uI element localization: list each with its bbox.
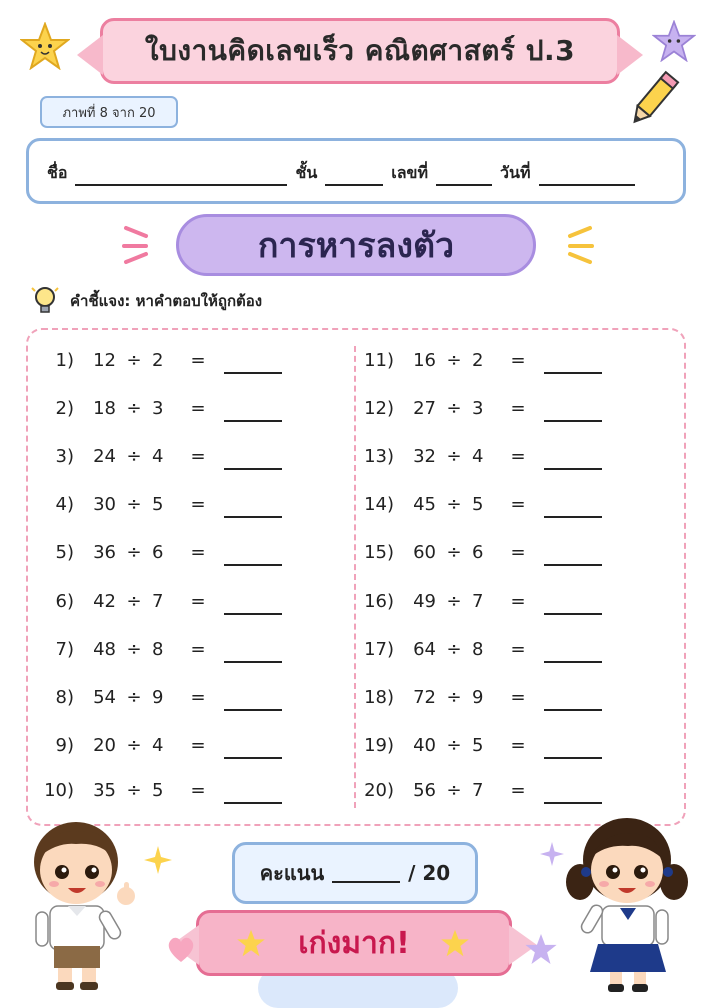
division-sign: ÷: [126, 541, 142, 563]
dividend: 36: [93, 541, 116, 563]
equals-sign: =: [190, 686, 206, 708]
equals-sign: =: [190, 397, 206, 419]
division-sign: ÷: [446, 445, 462, 467]
problem-row: [30, 684, 282, 710]
sparkle-icon: [120, 222, 160, 268]
problem-number: 5): [55, 541, 74, 563]
answer-field[interactable]: [544, 593, 602, 615]
division-sign: ÷: [126, 397, 142, 419]
division-sign: ÷: [446, 686, 462, 708]
problem-number: 9): [55, 734, 74, 756]
divisor: 4: [152, 445, 164, 467]
dividend: 12: [93, 349, 116, 371]
instruction: [30, 284, 262, 318]
divisor: 7: [472, 590, 484, 612]
divisor: 4: [472, 445, 484, 467]
star-icon: [236, 928, 266, 958]
number-label: เลขที่: [391, 163, 429, 182]
division-sign: ÷: [446, 638, 462, 660]
divisor: 5: [152, 779, 164, 801]
score-label: คะแนน: [259, 861, 325, 885]
answer-field[interactable]: [544, 782, 602, 804]
problem-number: 7): [55, 638, 74, 660]
problem-number: 4): [55, 493, 74, 515]
dividend: 48: [93, 638, 116, 660]
equals-sign: =: [510, 734, 526, 756]
equals-sign: =: [190, 590, 206, 612]
problem-row: [30, 636, 282, 662]
problem-number: 13): [364, 445, 394, 467]
problem-number: 6): [55, 590, 74, 612]
page-title: ใบงานคิดเลขเร็ว คณิตศาสตร์ ป.3: [144, 34, 576, 67]
sparkle-icon: [556, 222, 596, 268]
date-label: วันที่: [500, 163, 531, 182]
score-box: [232, 842, 478, 904]
problem-number: 16): [364, 590, 394, 612]
problem-number: 18): [364, 686, 394, 708]
answer-field[interactable]: [224, 737, 282, 759]
problem-row: [30, 777, 282, 803]
answer-field[interactable]: [544, 737, 602, 759]
number-field[interactable]: [436, 166, 492, 186]
problem-row: [30, 588, 282, 614]
answer-field[interactable]: [224, 448, 282, 470]
answer-field[interactable]: [224, 544, 282, 566]
name-field[interactable]: [75, 166, 287, 186]
answer-field[interactable]: [224, 352, 282, 374]
problem-row: [350, 777, 602, 803]
equals-sign: =: [190, 349, 206, 371]
division-sign: ÷: [446, 541, 462, 563]
class-label: ชั้น: [295, 163, 318, 182]
dividend: 16: [413, 349, 436, 371]
heart-icon: [164, 934, 198, 964]
divisor: 8: [472, 638, 484, 660]
dividend: 42: [93, 590, 116, 612]
equals-sign: =: [190, 779, 206, 801]
divisor: 5: [472, 493, 484, 515]
dividend: 40: [413, 734, 436, 756]
problem-row: [350, 443, 602, 469]
equals-sign: =: [510, 686, 526, 708]
girl-character: [556, 810, 702, 996]
equals-sign: =: [510, 445, 526, 467]
boy-character: [14, 812, 154, 992]
topic-title: การหารลงตัว: [257, 226, 455, 266]
equals-sign: =: [510, 590, 526, 612]
problem-number: 2): [55, 397, 74, 419]
divisor: 6: [152, 541, 164, 563]
date-field[interactable]: [539, 166, 635, 186]
dividend: 45: [413, 493, 436, 515]
answer-field[interactable]: [544, 496, 602, 518]
problem-number: 14): [364, 493, 394, 515]
title-banner: [100, 18, 620, 84]
problem-number: 15): [364, 541, 394, 563]
problem-row: [350, 588, 602, 614]
problem-row: [350, 636, 602, 662]
division-sign: ÷: [126, 638, 142, 660]
division-sign: ÷: [446, 779, 462, 801]
equals-sign: =: [190, 493, 206, 515]
divisor: 8: [152, 638, 164, 660]
divisor: 3: [472, 397, 484, 419]
problem-number: 10): [44, 779, 74, 801]
problem-number: 11): [364, 349, 394, 371]
answer-field[interactable]: [224, 496, 282, 518]
problem-row: [350, 732, 602, 758]
division-sign: ÷: [446, 493, 462, 515]
equals-sign: =: [510, 638, 526, 660]
problem-number: 12): [364, 397, 394, 419]
problem-number: 3): [55, 445, 74, 467]
answer-field[interactable]: [224, 782, 282, 804]
problem-row: [350, 395, 602, 421]
answer-field[interactable]: [224, 593, 282, 615]
problem-number: 17): [364, 638, 394, 660]
star-icon: [652, 20, 696, 62]
class-field[interactable]: [325, 166, 383, 186]
dividend: 72: [413, 686, 436, 708]
answer-field[interactable]: [544, 544, 602, 566]
divisor: 9: [152, 686, 164, 708]
problem-number: 20): [364, 779, 394, 801]
answer-field[interactable]: [544, 352, 602, 374]
dividend: 49: [413, 590, 436, 612]
divisor: 4: [152, 734, 164, 756]
problem-row: [30, 395, 282, 421]
divisor: 7: [472, 779, 484, 801]
division-sign: ÷: [126, 349, 142, 371]
equals-sign: =: [190, 541, 206, 563]
star-icon: [20, 22, 70, 70]
student-info-box: [26, 138, 686, 204]
pencil-icon: [622, 70, 682, 132]
division-sign: ÷: [446, 734, 462, 756]
dividend: 18: [93, 397, 116, 419]
dividend: 27: [413, 397, 436, 419]
equals-sign: =: [510, 779, 526, 801]
answer-field[interactable]: [544, 400, 602, 422]
division-sign: ÷: [446, 349, 462, 371]
equals-sign: =: [510, 349, 526, 371]
dividend: 30: [93, 493, 116, 515]
equals-sign: =: [190, 445, 206, 467]
dividend: 32: [413, 445, 436, 467]
divisor: 6: [472, 541, 484, 563]
division-sign: ÷: [446, 397, 462, 419]
name-label: ชื่อ: [47, 163, 68, 182]
division-sign: ÷: [126, 493, 142, 515]
answer-field[interactable]: [224, 689, 282, 711]
problem-row: [30, 443, 282, 469]
divisor: 2: [152, 349, 164, 371]
division-sign: ÷: [126, 779, 142, 801]
dividend: 35: [93, 779, 116, 801]
division-sign: ÷: [446, 590, 462, 612]
problem-row: [350, 347, 602, 373]
problem-row: [30, 347, 282, 373]
problem-row: [350, 684, 602, 710]
problem-number: 8): [55, 686, 74, 708]
problem-row: [30, 491, 282, 517]
divisor: 5: [472, 734, 484, 756]
dividend: 20: [93, 734, 116, 756]
instruction-text: คำชี้แจง: หาคำตอบให้ถูกต้อง: [70, 292, 263, 310]
answer-field[interactable]: [224, 641, 282, 663]
dividend: 64: [413, 638, 436, 660]
problem-row: [30, 732, 282, 758]
divisor: 7: [152, 590, 164, 612]
equals-sign: =: [510, 541, 526, 563]
score-total: / 20: [408, 861, 451, 885]
divisor: 2: [472, 349, 484, 371]
divisor: 3: [152, 397, 164, 419]
equals-sign: =: [510, 493, 526, 515]
dividend: 56: [413, 779, 436, 801]
answer-field[interactable]: [544, 448, 602, 470]
divisor: 9: [472, 686, 484, 708]
answer-field[interactable]: [544, 641, 602, 663]
equals-sign: =: [190, 638, 206, 660]
answer-field[interactable]: [544, 689, 602, 711]
equals-sign: =: [190, 734, 206, 756]
lightbulb-icon: [30, 284, 60, 318]
division-sign: ÷: [126, 445, 142, 467]
equals-sign: =: [510, 397, 526, 419]
problem-row: [30, 539, 282, 565]
dividend: 54: [93, 686, 116, 708]
division-sign: ÷: [126, 590, 142, 612]
page-badge: ภาพที่ 8 จาก 20: [40, 96, 178, 128]
problem-row: [350, 491, 602, 517]
star-icon: [524, 932, 558, 966]
answer-field[interactable]: [224, 400, 282, 422]
topic-banner: [176, 214, 536, 276]
praise-text: เก่งมาก!: [298, 925, 410, 961]
score-field[interactable]: [332, 863, 400, 883]
dividend: 60: [413, 541, 436, 563]
divisor: 5: [152, 493, 164, 515]
division-sign: ÷: [126, 686, 142, 708]
dividend: 24: [93, 445, 116, 467]
division-sign: ÷: [126, 734, 142, 756]
star-icon: [440, 928, 470, 958]
problem-number: 1): [55, 349, 74, 371]
problem-row: [350, 539, 602, 565]
problem-number: 19): [364, 734, 394, 756]
